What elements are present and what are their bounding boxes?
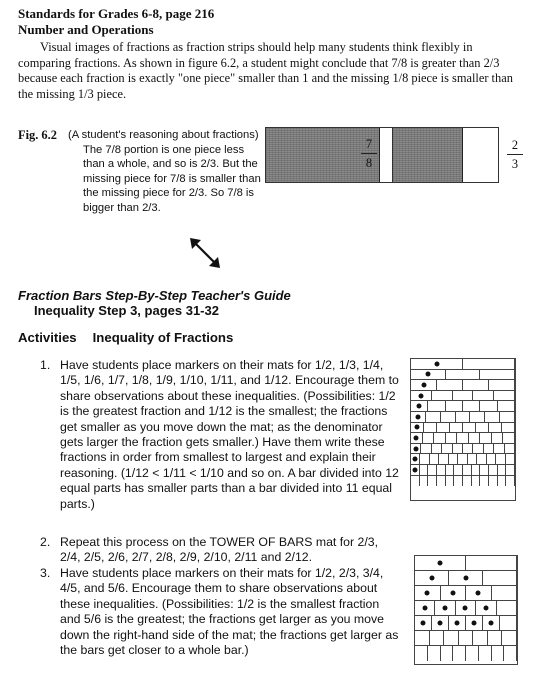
mat-cell (415, 616, 432, 630)
marker-dot (463, 576, 468, 581)
mat-cell (415, 646, 428, 661)
mat-cell (426, 412, 441, 422)
item-number: 2. (40, 535, 51, 549)
marker-dot (429, 576, 434, 581)
mat-cell (473, 391, 494, 401)
mat-cell (411, 370, 446, 380)
mat-cell (411, 444, 421, 454)
marker-dot (412, 467, 417, 472)
mat-cell (437, 476, 446, 487)
list-item (40, 535, 400, 566)
mat-cell (411, 433, 423, 443)
mat-cell (463, 423, 476, 433)
mat-cell (504, 646, 517, 661)
page-header (18, 6, 214, 38)
mat-cell (428, 476, 437, 487)
mat-cell (457, 433, 469, 443)
mat-cell (411, 454, 420, 464)
mat-cell (432, 444, 442, 454)
mat-cell (480, 401, 497, 411)
marker-dot (417, 404, 422, 409)
fraction-strip-7-8 (265, 127, 397, 183)
mat-row (415, 586, 517, 601)
caption-line: bigger than 2/3. (83, 201, 161, 214)
marker-dot (438, 561, 443, 566)
mat-cell (456, 601, 476, 615)
mat-cell (487, 454, 496, 464)
mat-cell (415, 601, 435, 615)
mat-cell (420, 465, 429, 475)
mat-cell (411, 412, 426, 422)
double-arrow-icon (188, 236, 222, 270)
mat-cell (498, 476, 507, 487)
mat-cell (424, 423, 437, 433)
fraction-label-7-8 (361, 137, 377, 170)
mat-row (411, 454, 515, 465)
fraction-bar (361, 153, 377, 154)
mat-row (411, 423, 515, 434)
mat-cell (470, 412, 485, 422)
guide-subtitle: Inequality Step 3, pages 31-32 (34, 303, 219, 318)
mat-cell (453, 646, 466, 661)
mat-cell (430, 454, 439, 464)
mat-cell (463, 476, 472, 487)
mat-cell (480, 465, 489, 475)
mat-cell (428, 465, 437, 475)
marker-dot (489, 621, 494, 626)
mat-cell (480, 370, 515, 380)
mat-cell (420, 454, 429, 464)
mat-cell (466, 646, 479, 661)
mat-cell (442, 444, 452, 454)
caption-line: than a whole, and so is 2/3. But the (83, 158, 258, 171)
denominator: 8 (365, 156, 373, 170)
mat-cell (463, 380, 489, 390)
mat-cell (435, 601, 455, 615)
mat-row (411, 391, 515, 402)
mat-cell (492, 433, 504, 443)
mat-cell (506, 465, 515, 475)
mat-cell (446, 370, 481, 380)
mat-cell (506, 476, 515, 487)
marker-dot (413, 457, 418, 462)
mat-cell (449, 454, 458, 464)
intro-paragraph: Visual images of fractions as fraction strips should help many students think flexibly in comparing fractions. As shown in figure 6.2, a student might conclude that 7/8 is greater than 2/3 because each fraction is exactly "one piece" smaller than 1 and the missing 1/8 piece is smaller than the missing 1/3 piece. (18, 40, 513, 101)
mat-cell (411, 391, 432, 401)
standards-line: Standards for Grades 6-8, page 216 (18, 6, 215, 21)
mat-cell (479, 646, 492, 661)
mat-row (415, 571, 517, 586)
fraction-label-2-3 (507, 138, 523, 171)
mat-cell (437, 423, 450, 433)
caption-line: The 7/8 portion is one piece less (83, 143, 245, 156)
mat-cell (489, 380, 515, 390)
item-text: Repeat this process on the TOWER OF BARS mat for 2/3, 2/4, 2/5, 2/6, 2/7, 2/8, 2/9, 2/10, 2/11 and 2/12. (60, 535, 379, 565)
caption-line: the missing piece for 2/3. So 7/8 is (83, 187, 255, 200)
marker-dot (422, 606, 427, 611)
activities-heading (18, 330, 233, 345)
mat-cell (463, 444, 473, 454)
fraction-mat-tower (414, 555, 518, 665)
mat-cell (432, 616, 449, 630)
mat-cell (454, 476, 463, 487)
mat-cell (454, 465, 463, 475)
mat-cell (480, 433, 492, 443)
mat-cell (415, 586, 441, 600)
mat-cell (411, 423, 424, 433)
item-text: Have students place markers on their mats for 1/2, 1/3, 1/4, 1/5, 1/6, 1/7, 1/8, 1/9, 1/10, 1/11, and 1/12. Encourage them to share observations about these inequalities. (Possibilities: 1/2 is the greatest fraction and 1/12 is the smallest; the fractions get smaller as you move down the mat; as the denominator gets larger the fraction gets smaller.) Have them write these fractions in order from smallest to largest and explain their reasoning. (1/12 < 1/11 < 1/10 and so on. A bar divided into 12 equal parts has smaller parts than a bar divided into 11 equal parts.) (60, 358, 399, 511)
fraction-strip-2-3 (392, 127, 499, 183)
numerator: 2 (511, 138, 519, 152)
mat-cell (449, 616, 466, 630)
mat-cell (505, 444, 515, 454)
mat-cell (456, 412, 471, 422)
mat-row (415, 601, 517, 616)
strand-line: Number and Operations (18, 22, 154, 37)
item-text: Have students place markers on their mats for 1/2, 2/3, 3/4, 4/5, and 5/6. Encourage them to share observations about these inequalities. (Possibilities: 1/2 is the smallest fraction and 5/6 is the greatest; the fractions get larger as you move down the right-hand side of the mat; the fractions get larger as the bars get closer to a whole bar.) (60, 566, 399, 658)
mat-cell (497, 601, 517, 615)
caption-line: missing piece for 7/8 is smaller than (83, 172, 261, 185)
marker-dot (425, 372, 430, 377)
mat-row (411, 370, 515, 381)
mat-cell (444, 631, 459, 645)
denominator: 3 (511, 157, 519, 171)
caption-line: (A student's reasoning about fractions) (68, 129, 259, 141)
marker-dot (483, 606, 488, 611)
mat-row (411, 401, 515, 412)
mat-cell (439, 454, 448, 464)
mat-cell (473, 444, 483, 454)
marker-dot (425, 591, 430, 596)
mat-row (411, 412, 515, 423)
numerator: 7 (365, 137, 373, 151)
marker-dot (415, 425, 420, 430)
marker-dot (421, 382, 426, 387)
mat-cell (437, 380, 463, 390)
mat-row (411, 444, 515, 455)
mat-cell (415, 571, 449, 585)
item-number: 3. (40, 566, 51, 580)
marker-dot (438, 621, 443, 626)
marker-dot (450, 591, 455, 596)
mat-cell (453, 444, 463, 454)
mat-cell (502, 631, 517, 645)
mat-cell (473, 631, 488, 645)
mat-cell (421, 444, 431, 454)
mat-cell (500, 412, 515, 422)
fraction-bar (507, 154, 523, 155)
mat-cell (489, 465, 498, 475)
marker-dot (421, 621, 426, 626)
marker-dot (472, 621, 477, 626)
mat-row (411, 359, 515, 370)
item-number: 1. (40, 358, 51, 372)
mat-cell (446, 465, 455, 475)
mat-row (411, 476, 515, 487)
mat-cell (472, 465, 481, 475)
marker-dot (476, 591, 481, 596)
mat-cell (434, 433, 446, 443)
mat-cell (441, 412, 456, 422)
mat-cell (485, 412, 500, 422)
mat-cell (423, 433, 435, 443)
mat-cell (411, 476, 420, 487)
mat-cell (428, 646, 441, 661)
mat-row (415, 631, 517, 646)
shaded-portion (393, 128, 463, 182)
activities-label: Activities (18, 330, 77, 345)
marker-dot (415, 414, 420, 419)
mat-cell (480, 476, 489, 487)
list-item (40, 358, 400, 512)
mat-cell (502, 423, 515, 433)
mat-row (415, 616, 517, 631)
mat-cell (415, 556, 466, 570)
marker-dot (413, 446, 418, 451)
mat-cell (477, 454, 486, 464)
mat-row (415, 646, 517, 661)
mat-cell (463, 401, 480, 411)
marker-dot (455, 621, 460, 626)
mat-cell (411, 359, 463, 369)
mat-cell (496, 454, 505, 464)
mat-cell (468, 454, 477, 464)
list-item (40, 566, 400, 658)
mat-cell (420, 476, 429, 487)
mat-cell (466, 556, 517, 570)
mat-cell (469, 433, 481, 443)
mat-cell (466, 586, 492, 600)
mat-cell (489, 423, 502, 433)
marker-dot (418, 393, 423, 398)
mat-cell (498, 401, 515, 411)
marker-dot (434, 361, 439, 366)
mat-cell (476, 423, 489, 433)
mat-cell (449, 571, 483, 585)
activities-topic: Inequality of Fractions (92, 330, 234, 345)
mat-cell (503, 433, 515, 443)
mat-cell (428, 401, 445, 411)
mat-cell (492, 586, 518, 600)
mat-cell (441, 586, 467, 600)
mat-cell (459, 631, 474, 645)
mat-cell (463, 359, 515, 369)
mat-cell (411, 465, 420, 475)
mat-row (415, 556, 517, 571)
mat-cell (446, 401, 463, 411)
mat-cell (492, 646, 505, 661)
mat-row (411, 433, 515, 444)
mat-cell (500, 616, 517, 630)
marker-dot (443, 606, 448, 611)
mat-cell (432, 391, 453, 401)
mat-cell (453, 391, 474, 401)
fraction-mat-unit-fractions (410, 358, 516, 501)
mat-cell (446, 433, 458, 443)
mat-row (411, 380, 515, 391)
mat-cell (450, 423, 463, 433)
marker-dot (463, 606, 468, 611)
mat-cell (484, 444, 494, 454)
mat-cell (446, 476, 455, 487)
marker-dot (414, 435, 419, 440)
mat-cell (483, 571, 517, 585)
mat-cell (463, 465, 472, 475)
mat-cell (472, 476, 481, 487)
mat-cell (411, 401, 428, 411)
mat-cell (483, 616, 500, 630)
mat-cell (458, 454, 467, 464)
mat-cell (498, 465, 507, 475)
mat-row (411, 465, 515, 476)
mat-cell (494, 391, 515, 401)
mat-cell (441, 646, 454, 661)
mat-cell (506, 454, 515, 464)
figure-label: Fig. 6.2 (18, 128, 57, 142)
guide-title: Fraction Bars Step-By-Step Teacher's Guide (18, 288, 291, 303)
figure-caption (68, 128, 273, 216)
mat-cell (437, 465, 446, 475)
mat-cell (415, 631, 430, 645)
mat-cell (476, 601, 496, 615)
mat-cell (430, 631, 445, 645)
mat-cell (494, 444, 504, 454)
mat-cell (488, 631, 503, 645)
mat-cell (466, 616, 483, 630)
mat-cell (411, 380, 437, 390)
mat-cell (489, 476, 498, 487)
